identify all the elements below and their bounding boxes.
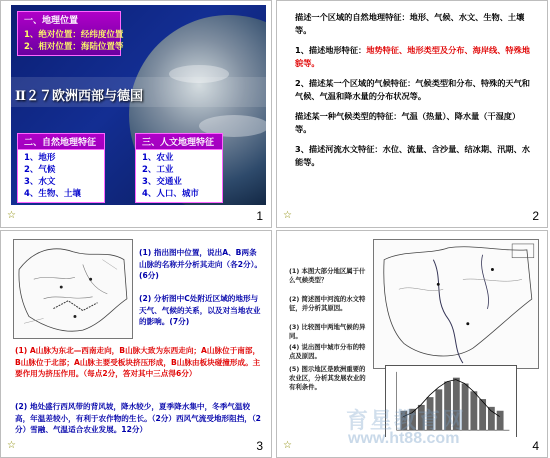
slide-1-content — [11, 5, 266, 205]
europe-map — [13, 239, 133, 339]
answer-2: (2) 地处盛行西风带的背风坡，降水较少，夏季降水集中，冬季气温较高，年温差较小，有利于农作物的生长。（2分）西风气流受地形阻挡，（2分）雪融、气温适合农业发展。12分） — [15, 402, 261, 434]
map-drawing — [14, 240, 132, 338]
paragraph-text: 描述一个区域的自然地理特征：地形、气候、水文、生物、土壤等。 — [295, 12, 525, 35]
answer-1: (1) A山脉为东北—西南走向，B山脉大致为东西走向；A山脉位于南部，B山脉位于北部；A山脉主要受板块挤压形成，B山脉由板块碰撞形成。主要作用为挤压作用。（每点2分，答对其中三点得6分） — [15, 346, 261, 378]
location-box — [17, 11, 124, 56]
star-icon: ☆ — [7, 210, 16, 221]
natural-item: 4、生物、土壤 — [24, 189, 81, 199]
slide-2-paragraph — [295, 44, 535, 69]
paragraph-text: 2、描述某一个区域的气候特征：气候类型和分布、特殊的天气和气候、气温和降水量的分布状况等。 — [295, 78, 530, 101]
slide-2-paragraph — [295, 77, 535, 102]
human-item: 4、人口、城市 — [142, 189, 199, 199]
watermark-url: www.ht88.com — [348, 430, 460, 447]
slide-thumbnail-3[interactable] — [0, 230, 272, 458]
question-4-2: (2) 简述图中河流的水文特征，并分析其原因。 — [289, 295, 366, 312]
natural-item: 3、水文 — [24, 177, 56, 187]
natural-item: 2、气候 — [24, 165, 56, 175]
slide-thumbnail-2[interactable] — [276, 0, 548, 228]
paragraph-text: 3、描述河流水文特征：水位、流量、含沙量、结冰期、汛期、水能等。 — [295, 144, 530, 167]
star-icon: ☆ — [283, 210, 292, 221]
natural-box-title: 二、自然地理特征 — [24, 138, 97, 148]
location-box-title: 一、地理位置 — [24, 16, 79, 26]
human-box-title: 三、人文地理特征 — [142, 138, 215, 148]
human-item: 3、交通业 — [142, 177, 182, 187]
slide-title: Ⅱ２７欧洲西部与德国 — [15, 89, 143, 104]
location-item: 2、相对位置：海陆位置等 — [24, 42, 124, 52]
star-icon: ☆ — [7, 440, 16, 451]
slide-2-content — [295, 11, 535, 211]
slide-number: 1 — [256, 209, 263, 223]
region-map — [373, 239, 539, 369]
slide-2-paragraph — [295, 143, 535, 168]
human-item: 1、农业 — [142, 153, 174, 163]
question-4-1: (1) 本图大部分地区属于什么气候类型？ — [289, 267, 366, 284]
question-4-4: (4) 说出图中城市分布的特点及原因。 — [289, 343, 366, 360]
question-4-3: (3) 比较图中两地气候的异同。 — [289, 323, 366, 340]
watermark-text: 育星教育网 — [346, 409, 467, 434]
natural-features-box — [17, 133, 105, 203]
slide-2-paragraphs — [295, 11, 535, 168]
paragraph-text: 描述某一种气候类型的特征：气温（热量）、降水量（干湿度）等。 — [295, 111, 521, 134]
question-1: (1) 指出图中位置，说出A、B两条山脉的名称并分析其走向（各2分）。(6分) — [139, 248, 262, 280]
slide-2-paragraph — [295, 110, 535, 135]
natural-item: 1、地形 — [24, 153, 56, 163]
question-4-5: (5) 图示地区是欧洲重要的农业区，分析其发展农业的有利条件。 — [289, 365, 366, 391]
location-item: 1、绝对位置：经纬度位置 — [24, 30, 124, 40]
paragraph-text: 1、描述地形特征： — [295, 45, 367, 55]
region-map-drawing — [374, 240, 538, 368]
slide-number: 4 — [532, 439, 539, 453]
human-item: 2、工业 — [142, 165, 174, 175]
slide-2-paragraph — [295, 11, 535, 36]
slide-thumbnail-1[interactable] — [0, 0, 272, 228]
slide-number: 2 — [532, 209, 539, 223]
human-features-box — [135, 133, 223, 203]
slide-number: 3 — [256, 439, 263, 453]
star-icon: ☆ — [283, 440, 292, 451]
paragraph-text: 地势特征、地形类型及分布、海岸线、特殊地貌等。 — [295, 45, 530, 68]
slide-3-content — [11, 237, 266, 437]
question-2: (2) 分析图中C处附近区域的地形与天气、气候的关系，以及对当地农业的影响。(7分) — [139, 294, 261, 326]
